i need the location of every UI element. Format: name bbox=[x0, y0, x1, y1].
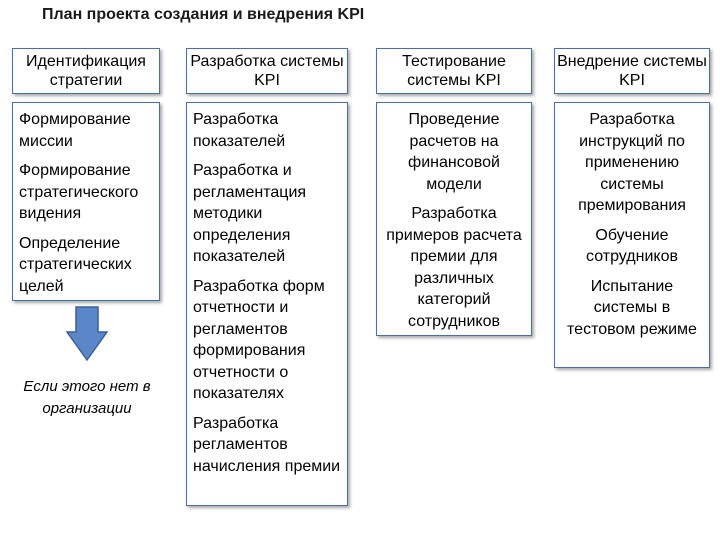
column-kpi-implementation bbox=[554, 102, 710, 368]
header-kpi-development bbox=[186, 48, 348, 94]
header-label: Тестирование системы KPI bbox=[402, 53, 506, 89]
column-strategy-identification bbox=[12, 102, 160, 301]
column-kpi-development bbox=[186, 102, 348, 506]
header-label: Разработка системы KPI bbox=[190, 53, 344, 89]
list-item: Разработка инструкций по применению системы премирования bbox=[578, 111, 686, 214]
list-item: Разработка показателей bbox=[193, 111, 286, 150]
column-kpi-testing bbox=[376, 102, 532, 336]
down-arrow-icon bbox=[66, 306, 108, 362]
header-kpi-implementation bbox=[554, 48, 710, 94]
list-item: Разработка и регламентация методики определения показателей bbox=[193, 162, 307, 265]
header-label: Внедрение системы KPI bbox=[557, 53, 707, 89]
list-item: Формирование миссии bbox=[19, 111, 131, 150]
diagram-title: План проекта создания и внедрения KPI bbox=[42, 6, 365, 23]
list-item: Определение стратегических целей bbox=[19, 234, 132, 295]
list-item: Испытание системы в тестовом режиме bbox=[567, 277, 697, 338]
list-item: Разработка регламентов начисления премии bbox=[193, 414, 341, 475]
list-item: Формирование стратегического видения bbox=[19, 162, 139, 222]
list-item: Проведение расчетов на финансовой модели bbox=[408, 111, 500, 193]
list-item: Разработка форм отчетности и регламентов формирования отчетности о показателях bbox=[193, 277, 325, 402]
header-label: Идентификация стратегии bbox=[26, 53, 146, 89]
list-item: Обучение сотрудников bbox=[586, 226, 678, 265]
header-kpi-testing bbox=[376, 48, 532, 94]
header-strategy-identification bbox=[12, 48, 160, 94]
note-text: Если этого нет в организации bbox=[23, 378, 151, 417]
list-item: Разработка примеров расчета премии для различных категорий сотрудников bbox=[386, 205, 522, 330]
